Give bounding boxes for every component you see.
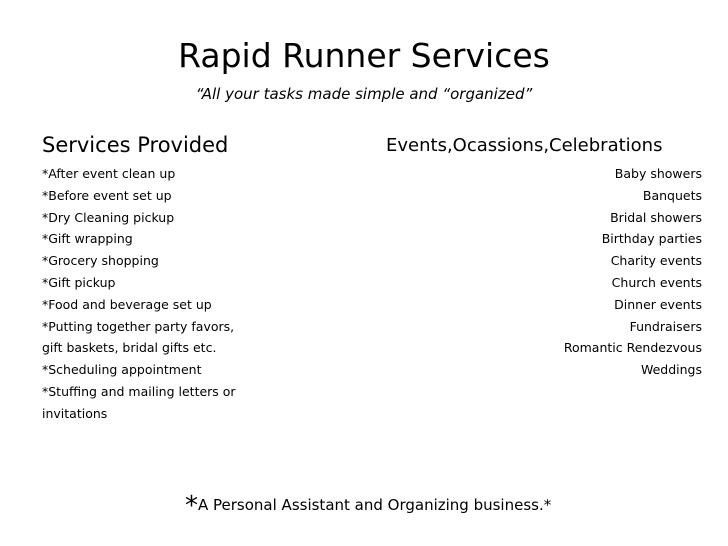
services-list-item: *Before event set up	[42, 187, 172, 203]
events-list	[564, 163, 702, 381]
services-list-item: *Food and beverage set up	[42, 296, 212, 312]
services-heading: Services Provided	[42, 133, 229, 157]
services-list-item: *Scheduling appointment	[42, 362, 202, 378]
events-list-item: Birthday parties	[601, 231, 702, 247]
events-list-item: Dinner events	[614, 296, 702, 312]
events-list-item: Bridal showers	[610, 209, 702, 225]
services-list-item: *After event clean up	[42, 166, 176, 181]
services-list-item: *Stuffing and mailing letters or	[42, 383, 236, 399]
services-list-item: *Gift pickup	[42, 274, 116, 290]
events-list-item: Banquets	[642, 187, 702, 203]
tagline: “All your tasks made simple and “organized”	[195, 85, 533, 103]
services-list-item: *Dry Cleaning pickup	[42, 209, 175, 225]
events-list-item: Weddings	[640, 362, 702, 378]
services-list-item: gift baskets, bridal gifts etc.	[42, 340, 217, 356]
events-list-item: Baby showers	[614, 166, 702, 181]
events-list-item: Romantic Rendezvous	[563, 340, 702, 356]
footer-text: A Personal Assistant and Organizing business.*	[198, 496, 552, 514]
events-list-item: Charity events	[610, 253, 702, 269]
events-heading: Events,Ocassions,Celebrations	[386, 135, 663, 156]
footer-note	[185, 488, 551, 523]
services-list-item: *Gift wrapping	[42, 231, 133, 247]
events-list-item: Church events	[611, 274, 702, 290]
services-list-item: *Grocery shopping	[42, 253, 159, 269]
footer-star: *	[185, 491, 198, 521]
events-list-item: Fundraisers	[629, 318, 702, 334]
services-list	[42, 163, 236, 425]
services-list-item: *Putting together party favors,	[42, 318, 235, 334]
page-title: Rapid Runner Services	[178, 36, 550, 75]
services-list-item: invitations	[42, 405, 108, 421]
